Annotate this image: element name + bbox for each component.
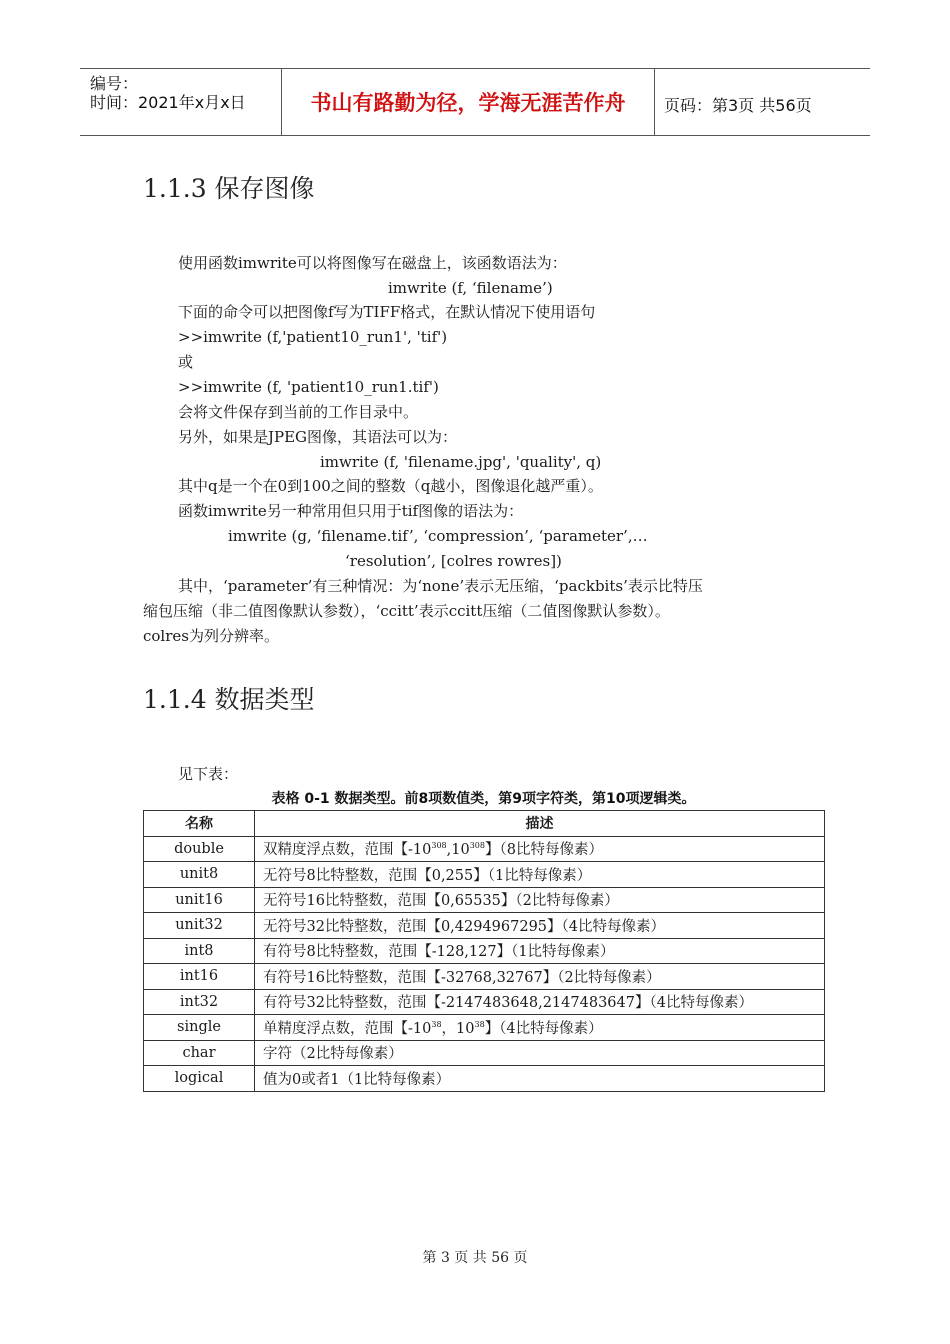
- header-number-label: 编号：: [90, 74, 139, 93]
- type-description: 值为0或者1（1比特每像素）: [255, 1066, 825, 1092]
- description-text: 】（4比特每像素）: [484, 1020, 603, 1037]
- table-row: [144, 989, 825, 1015]
- type-description: 无符号8比特整数，范围【0,255】（1比特每像素）: [255, 862, 825, 888]
- type-name: single: [144, 1015, 255, 1041]
- table-row: [144, 836, 825, 862]
- table-row: [144, 913, 825, 939]
- description-text: ,10: [446, 842, 470, 859]
- code-line: imwrite (f, ‘filename’): [388, 279, 553, 297]
- column-header-description: 描述: [255, 811, 825, 837]
- code-line: ‘resolution’, [colres rowres]): [345, 552, 562, 570]
- type-name: char: [144, 1040, 255, 1066]
- table-row: [144, 1040, 825, 1066]
- type-description: 有符号16比特整数，范围【-32768,32767】（2比特每像素）: [255, 964, 825, 990]
- paragraph-line: 其中q是一个在0到100之间的整数（q越小，图像退化越严重）。: [178, 477, 603, 495]
- type-name: unit8: [144, 862, 255, 888]
- section-title-save-image: 1.1.3 保存图像: [143, 174, 315, 203]
- header-top-rule: [80, 68, 870, 69]
- paragraph-line: 下面的命令可以把图像f写为TIFF格式，在默认情况下使用语句: [178, 303, 596, 321]
- paragraph-line: 另外，如果是JPEG图像，其语法可以为：: [178, 428, 458, 446]
- header-page-label: 页码：第3页 共56页: [664, 96, 812, 115]
- header-bottom-rule: [80, 135, 870, 136]
- type-name: logical: [144, 1066, 255, 1092]
- paragraph-line: 缩包压缩（非二值图像默认参数），‘ccitt’表示ccitt压缩（二值图像默认参数）。: [143, 602, 670, 620]
- header-divider-right: [654, 68, 655, 136]
- page-footer: 第 3 页 共 56 页: [422, 1250, 528, 1266]
- data-types-table: [143, 810, 825, 1092]
- table-caption: 表格 0-1 数据类型。前8项数值类，第9项字符类，第10项逻辑类。: [271, 791, 696, 807]
- code-line: >>imwrite (f, 'patient10_run1.tif'): [178, 378, 439, 396]
- type-description: 字符（2比特每像素）: [255, 1040, 825, 1066]
- table-intro: 见下表：: [178, 765, 239, 783]
- table-row: [144, 938, 825, 964]
- type-name: int16: [144, 964, 255, 990]
- type-description: 有符号32比特整数，范围【-2147483648,2147483647】（4比特每像素）: [255, 989, 825, 1015]
- table-row: [144, 862, 825, 888]
- section-title-data-types: 1.1.4 数据类型: [143, 685, 315, 714]
- header-date: 时间：2021年x月x日: [90, 93, 246, 112]
- description-text: 】（8比特每像素）: [484, 842, 603, 859]
- paragraph-line: 或: [178, 353, 194, 371]
- code-line: imwrite (g, ‘filename.tif’, ‘compression’, ‘parameter’,…: [228, 527, 648, 545]
- table-row: [144, 1066, 825, 1092]
- type-description: [255, 836, 825, 862]
- exponent: 308: [469, 841, 485, 851]
- table-row: [144, 887, 825, 913]
- type-name: unit32: [144, 913, 255, 939]
- table-header-row: [144, 811, 825, 837]
- header-motto: 书山有路勤为径，学海无涯苦作舟: [310, 91, 626, 115]
- type-name: int32: [144, 989, 255, 1015]
- type-description: 无符号32比特整数，范围【0,4294967295】（4比特每像素）: [255, 913, 825, 939]
- description-text: 双精度浮点数，范围【-10: [263, 842, 432, 859]
- exponent: 38: [431, 1019, 442, 1029]
- type-description: 无符号16比特整数，范围【0,65535】（2比特每像素）: [255, 887, 825, 913]
- paragraph-line: 会将文件保存到当前的工作目录中。: [178, 403, 419, 421]
- code-line: imwrite (f, 'filename.jpg', 'quality', q): [320, 453, 602, 471]
- type-description: 有符号8比特整数，范围【-128,127】（1比特每像素）: [255, 938, 825, 964]
- description-text: ，10: [441, 1020, 475, 1037]
- exponent: 38: [474, 1019, 485, 1029]
- paragraph-line: 其中，‘parameter’有三种情况：为‘none’表示无压缩，‘packbits’表示比特压: [178, 577, 703, 595]
- column-header-name: 名称: [144, 811, 255, 837]
- table-row: [144, 964, 825, 990]
- type-description: [255, 1015, 825, 1041]
- type-name: unit16: [144, 887, 255, 913]
- exponent: 308: [431, 841, 447, 851]
- type-name: double: [144, 836, 255, 862]
- code-line: >>imwrite (f,'patient10_run1', 'tif'): [178, 328, 448, 346]
- paragraph-line: 函数imwrite另一种常用但只用于tif图像的语法为：: [178, 502, 524, 520]
- type-name: int8: [144, 938, 255, 964]
- paragraph-line: colres为列分辨率。: [143, 627, 279, 645]
- description-text: 单精度浮点数，范围【-10: [263, 1020, 432, 1037]
- table-row: [144, 1015, 825, 1041]
- paragraph-line: 使用函数imwrite可以将图像写在磁盘上，该函数语法为：: [178, 254, 567, 272]
